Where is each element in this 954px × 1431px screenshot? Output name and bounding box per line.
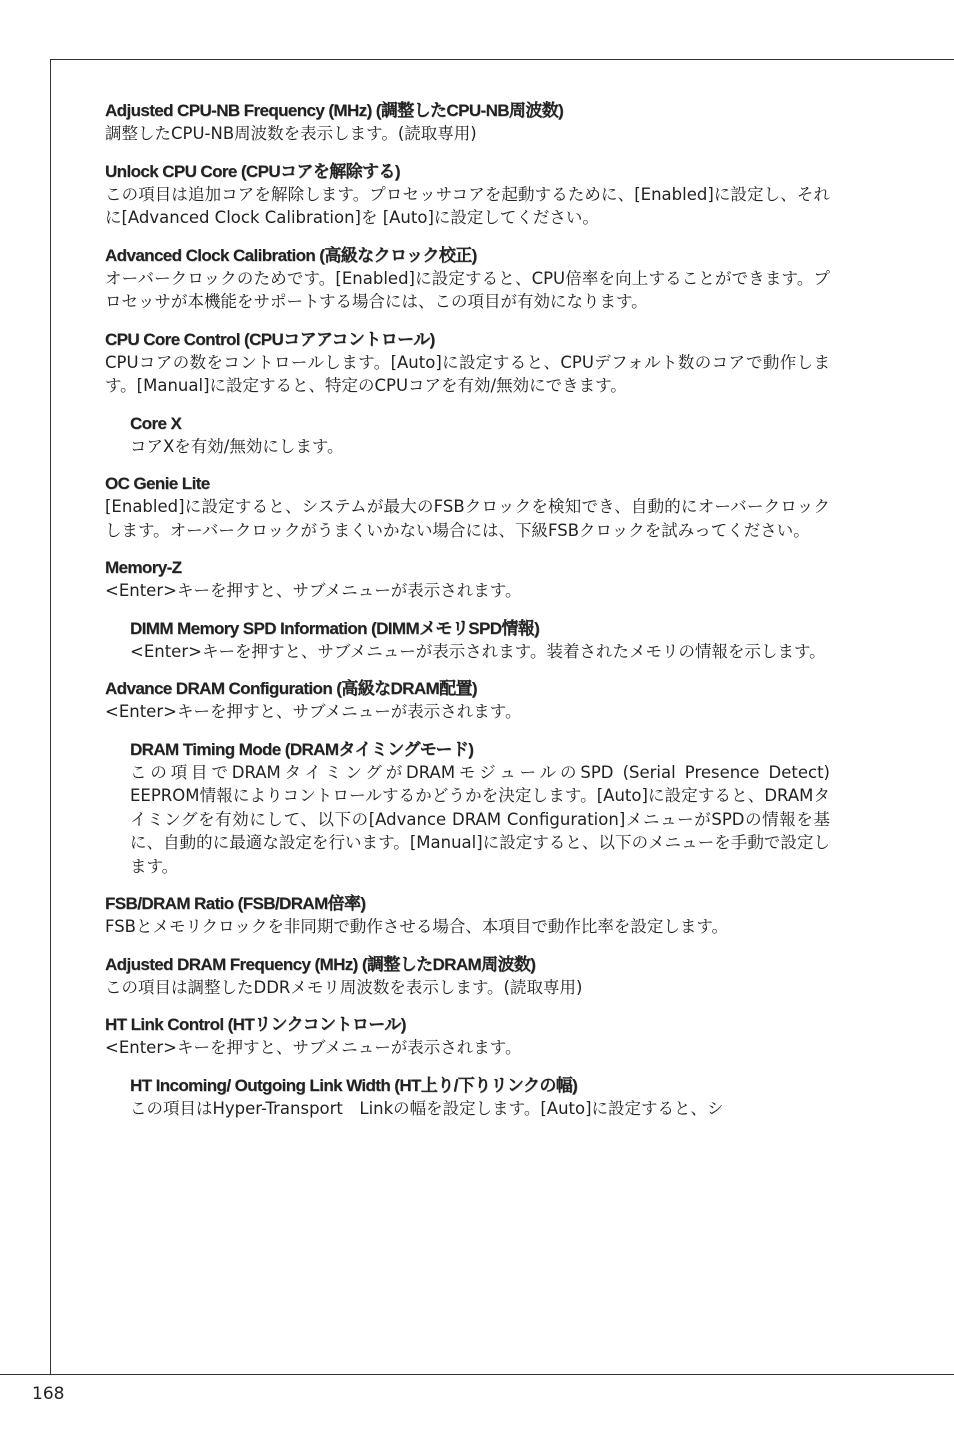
section-heading: Advanced Clock Calibration (高級なクロック校正) <box>105 245 477 265</box>
section-body: FSBとメモリクロックを非同期で動作させる場合、本項目で動作比率を設定します。 <box>105 917 729 936</box>
section-heading: FSB/DRAM Ratio (FSB/DRAM倍率) <box>105 894 366 913</box>
section-body: <Enter>キーを押すと、サブメニューが表示されます。 <box>105 581 522 600</box>
section-heading: Memory-Z <box>105 558 182 577</box>
frame-top-rule <box>50 59 954 60</box>
section-ht-link-control <box>105 1014 830 1060</box>
section-advanced-clock-calibration <box>105 245 830 314</box>
section-heading: Adjusted CPU-NB Frequency (MHz) (調整したCPU-NB周波数) <box>105 101 564 120</box>
section-heading: Unlock CPU Core (CPUコアを解除する) <box>105 161 400 181</box>
section-body: 調整したCPU-NB周波数を表示します。(読取専用) <box>105 124 477 143</box>
section-heading: DRAM Timing Mode (DRAMタイミングモード) <box>130 739 474 759</box>
section-heading: Adjusted DRAM Frequency (MHz) (調整したDRAM周波数) <box>105 954 536 974</box>
section-heading: OC Genie Lite <box>105 474 210 493</box>
section-body: この項目は追加コアを解除します。プロセッサコアを起動するために、[Enabled]に設定し、それに[Advanced Clock Calibration]を [Auto]に設定してください。 <box>105 184 830 227</box>
section-body: コアXを有効/無効にします。 <box>130 436 344 456</box>
section-body: [Enabled]に設定すると、システムが最大のFSBクロックを検知でき、自動的にオーバークロックします。オーバークロックがうまくいかない場合には、下級FSBクロックを試みってください。 <box>105 497 830 540</box>
section-dimm-memory-spd-information <box>130 618 830 664</box>
section-body: <Enter>キーを押すと、サブメニューが表示されます。装着されたメモリの情報を示します。 <box>130 641 826 661</box>
section-unlock-cpu-core <box>105 161 830 230</box>
section-adjusted-dram-frequency <box>105 954 830 1000</box>
section-body: <Enter>キーを押すと、サブメニューが表示されます。 <box>105 1038 522 1057</box>
section-advance-dram-configuration <box>105 678 830 724</box>
section-heading: Core X <box>130 413 182 433</box>
section-body: <Enter>キーを押すと、サブメニューが表示されます。 <box>105 702 522 721</box>
section-dram-timing-mode <box>130 739 847 879</box>
section-heading: CPU Core Control (CPUコアアコントロール) <box>105 329 435 349</box>
section-core-x <box>130 413 830 459</box>
frame-bottom-rule <box>0 1374 954 1375</box>
section-body: この項目は調整したDDRメモリ周波数を表示します。(読取専用) <box>105 977 583 997</box>
section-heading: HT Link Control (HTリンクコントロール) <box>105 1015 406 1034</box>
section-memory-z <box>105 557 830 603</box>
page-number: 168 <box>32 1384 65 1404</box>
section-ht-link-width <box>130 1075 830 1121</box>
section-body: オーバークロックのためです。[Enabled]に設定すると、CPU倍率を向上することができます。プロセッサが本機能をサポートする場合には、この項目が有効になります。 <box>105 268 830 311</box>
section-fsb-dram-ratio <box>105 893 830 939</box>
section-body: この項目でDRAMタイミングがDRAMモジュールのSPD (Serial Presence Detect) EEPROM情報によりコントロールするかどうかを決定します。[Auto]に設定すると、DRAMタイミングを有効にして、以下の[Advance DRAM Configuration]メニューがSPDの情報を基に、自動的に最適な設定を行います。[Manual]に設定すると、以下のメニューを手動で設定します。 <box>130 762 847 876</box>
section-oc-genie-lite <box>105 473 830 542</box>
page-content <box>105 100 847 1135</box>
section-heading: HT Incoming/ Outgoing Link Width (HT上り/下りリンクの幅) <box>130 1075 578 1095</box>
section-body: この項目はHyper-Transport Linkの幅を設定します。[Auto]に設定すると、シ <box>130 1098 724 1118</box>
section-heading: DIMM Memory SPD Information (DIMMメモリSPD情報) <box>130 618 540 638</box>
section-body: CPUコアの数をコントロールします。[Auto]に設定すると、CPUデフォルト数のコアで動作します。[Manual]に設定すると、特定のCPUコアを有効/無効にできます。 <box>105 352 830 395</box>
frame-left-rule <box>50 59 51 1375</box>
section-heading: Advance DRAM Configuration (高級なDRAM配置) <box>105 679 477 698</box>
section-cpu-core-control <box>105 329 830 398</box>
section-adjusted-cpu-nb-frequency <box>105 100 830 146</box>
